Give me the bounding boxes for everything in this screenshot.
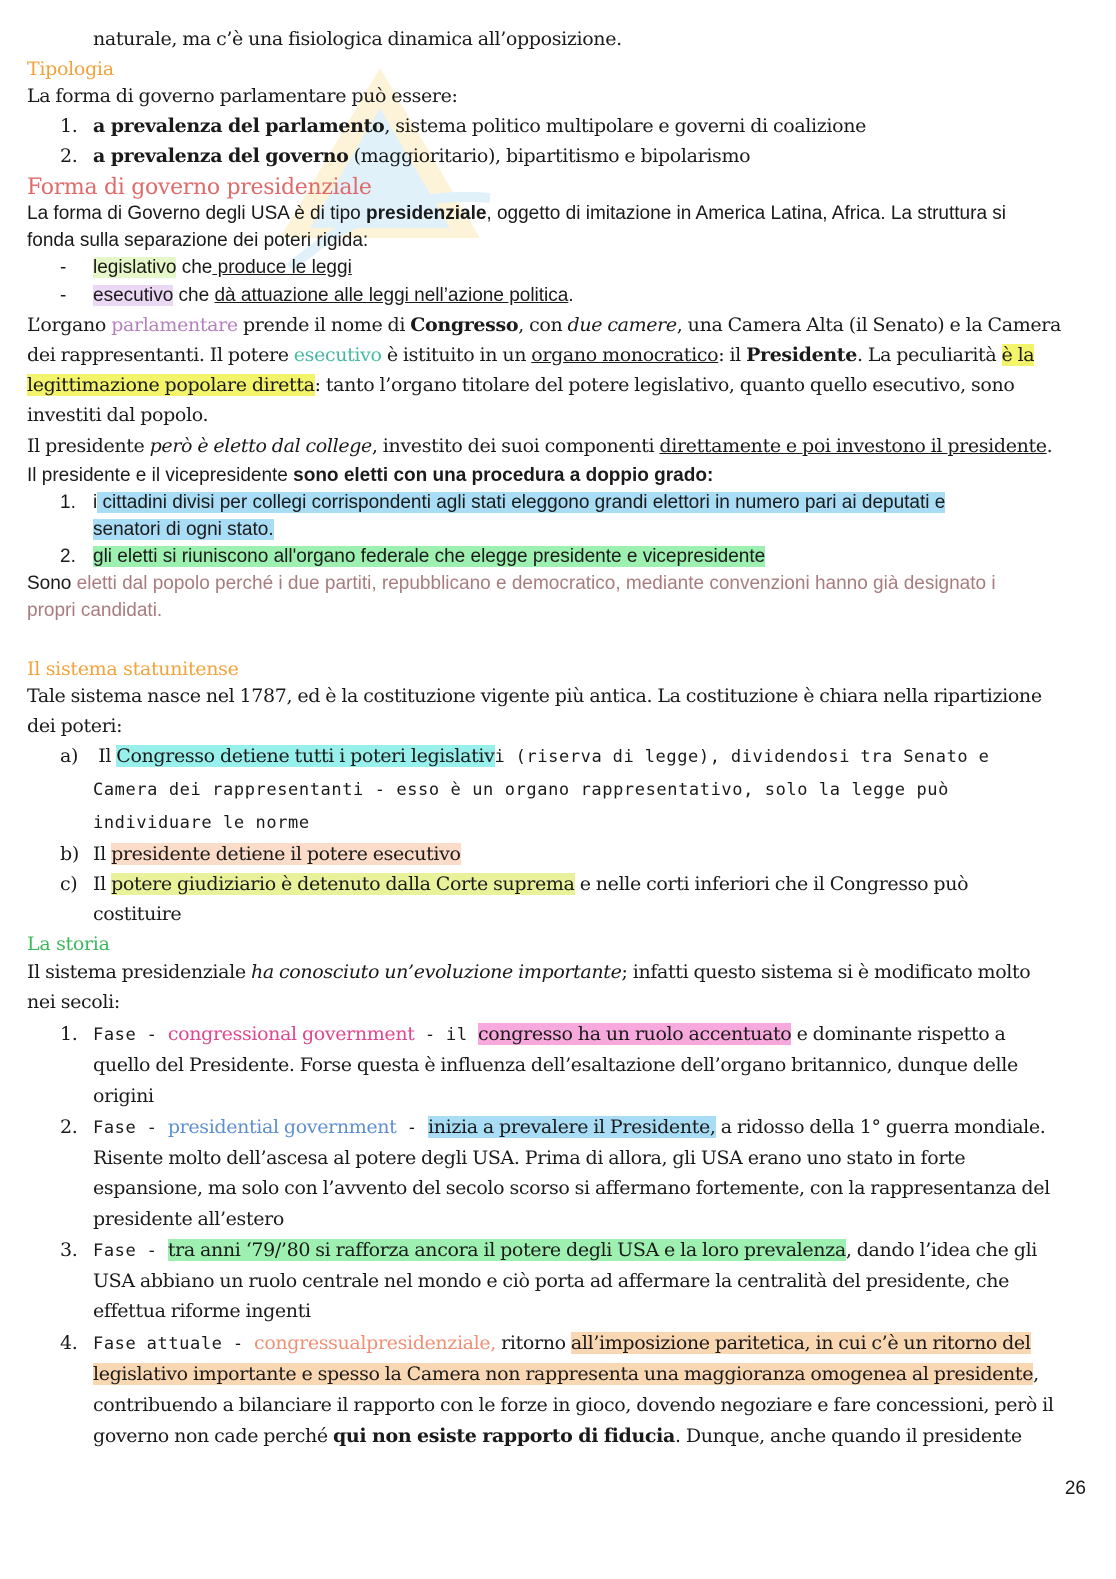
heading-forma-presidenziale: Forma di governo presidenziale bbox=[27, 175, 372, 200]
list-item: 1. Fase - congressional government - il congresso ha un ruolo accentuato e dominante rispetto a bbox=[60, 1023, 1006, 1045]
text-line: Il presidente e il vicepresidente sono eletti con una procedura a doppio grado: bbox=[27, 465, 714, 486]
bullet-item: - esecutivo che dà attuazione alle leggi nell’azione politica. bbox=[60, 285, 574, 306]
list-item: a) Il Congresso detiene tutti i poteri legislativi (riserva di legge), dividendosi tra Senato e bbox=[60, 745, 990, 767]
text-line: La forma di Governo degli USA è di tipo presidenziale, oggetto di imitazione in America Latina, Africa. La struttura si bbox=[27, 203, 1007, 224]
list-item-continuation: origini bbox=[93, 1085, 154, 1107]
text-line: L’organo parlamentare prende il nome di Congresso, con due camere, una Camera Alta (il Senato) e la Camera bbox=[27, 314, 1061, 336]
text-line: investiti dal popolo. bbox=[27, 404, 209, 426]
list-item: 2. gli eletti si riuniscono all'organo federale che elegge presidente e vicepresidente bbox=[60, 546, 766, 567]
list-item: 2. Fase - presidential government - inizia a prevalere il Presidente, a ridosso della 1° guerra mondiale. bbox=[60, 1116, 1046, 1138]
list-item-continuation: costituire bbox=[93, 903, 182, 925]
text-line: La forma di governo parlamentare può essere: bbox=[27, 85, 458, 107]
list-item-continuation: contribuendo a bilanciare il rapporto con le forze in gioco, dovendo negoziare e fare concessioni, però il bbox=[93, 1394, 1054, 1416]
text-line: dei poteri: bbox=[27, 715, 123, 737]
text-line: naturale, ma c’è una fisiologica dinamica all’opposizione. bbox=[93, 28, 622, 50]
text-line: fonda sulla separazione dei poteri rigida: bbox=[27, 230, 369, 251]
list-item: 2. a prevalenza del governo (maggioritario), bipartitismo e bipolarismo bbox=[60, 145, 751, 167]
list-item-continuation: individuare le norme bbox=[93, 813, 310, 833]
page-number: 26 bbox=[1064, 1478, 1086, 1499]
list-item-continuation: senatori di ogni stato. bbox=[93, 519, 274, 540]
list-item: c) Il potere giudiziario è detenuto dalla Corte suprema e nelle corti inferiori che il Congresso può bbox=[60, 873, 969, 895]
text-line: dei rappresentanti. Il potere esecutivo è istituito in un organo monocratico: il Presidente. La peculiarità è la bbox=[27, 344, 1035, 366]
heading-tipologia: Tipologia bbox=[27, 58, 114, 80]
text-line: Tale sistema nasce nel 1787, ed è la costituzione vigente più antica. La costituzione è chiara nella ripartizione bbox=[27, 685, 1042, 707]
text-line: Il presidente però è eletto dal college, investito dei suoi componenti direttamente e poi investono il presidente. bbox=[27, 435, 1053, 457]
text-line: nei secoli: bbox=[27, 991, 120, 1013]
list-item-continuation: USA abbiano un ruolo centrale nel mondo e ciò porta ad affermare la centralità del presidente, che bbox=[93, 1270, 1010, 1292]
heading-la-storia: La storia bbox=[27, 933, 110, 955]
text-line: propri candidati. bbox=[27, 600, 163, 621]
list-item: 1. i cittadini divisi per collegi corrispondenti agli stati eleggono grandi elettori in numero pari ai deputati e bbox=[60, 492, 946, 513]
heading-sistema-statunitense: Il sistema statunitense bbox=[27, 658, 239, 680]
list-item: 3. Fase - tra anni ‘79/’80 si rafforza ancora il potere degli USA e la loro prevalenza, dando l’idea che gli bbox=[60, 1239, 1038, 1261]
text-line: Il sistema presidenziale ha conosciuto un’evoluzione importante; infatti questo sistema si è modificato molto bbox=[27, 961, 1031, 983]
list-item-continuation: Risente molto dell’ascesa al potere degli USA. Prima di allora, gli USA erano uno stato in forte bbox=[93, 1147, 966, 1169]
bullet-item: - legislativo che produce le leggi bbox=[60, 257, 352, 278]
list-item-continuation: presidente all’estero bbox=[93, 1208, 284, 1230]
list-item-continuation: espansione, ma solo con l’avvento del secolo scorso si affermano fortemente, con la rappresentanza del bbox=[93, 1177, 1050, 1199]
list-item-continuation: quello del Presidente. Forse questa è influenza dell’esaltazione dell’organo britannico, dunque delle bbox=[93, 1054, 1018, 1076]
list-item: 1. a prevalenza del parlamento, sistema politico multipolare e governi di coalizione bbox=[60, 115, 867, 137]
text-line: legittimazione popolare diretta: tanto l’organo titolare del potere legislativo, quanto quello esecutivo, sono bbox=[27, 374, 1015, 396]
list-item-continuation: effettua riforme ingenti bbox=[93, 1300, 311, 1322]
list-item-continuation: legislativo importante e spesso la Camera non rappresenta una maggioranza omogenea al presidente, bbox=[93, 1363, 1039, 1385]
list-item-continuation: Camera dei rappresentanti - esso è un organo rappresentativo, solo la legge può bbox=[93, 780, 949, 800]
list-item-continuation: governo non cade perché qui non esiste rapporto di fiducia. Dunque, anche quando il presidente bbox=[93, 1425, 1022, 1447]
list-item: 4. Fase attuale - congressualpresidenziale, ritorno all’imposizione paritetica, in cui c’è un ritorno del bbox=[60, 1332, 1031, 1354]
list-item: b) Il presidente detiene il potere esecutivo bbox=[60, 843, 461, 865]
text-line: Sono eletti dal popolo perché i due partiti, repubblicano e democratico, mediante convenzioni hanno già designato i bbox=[27, 573, 996, 594]
